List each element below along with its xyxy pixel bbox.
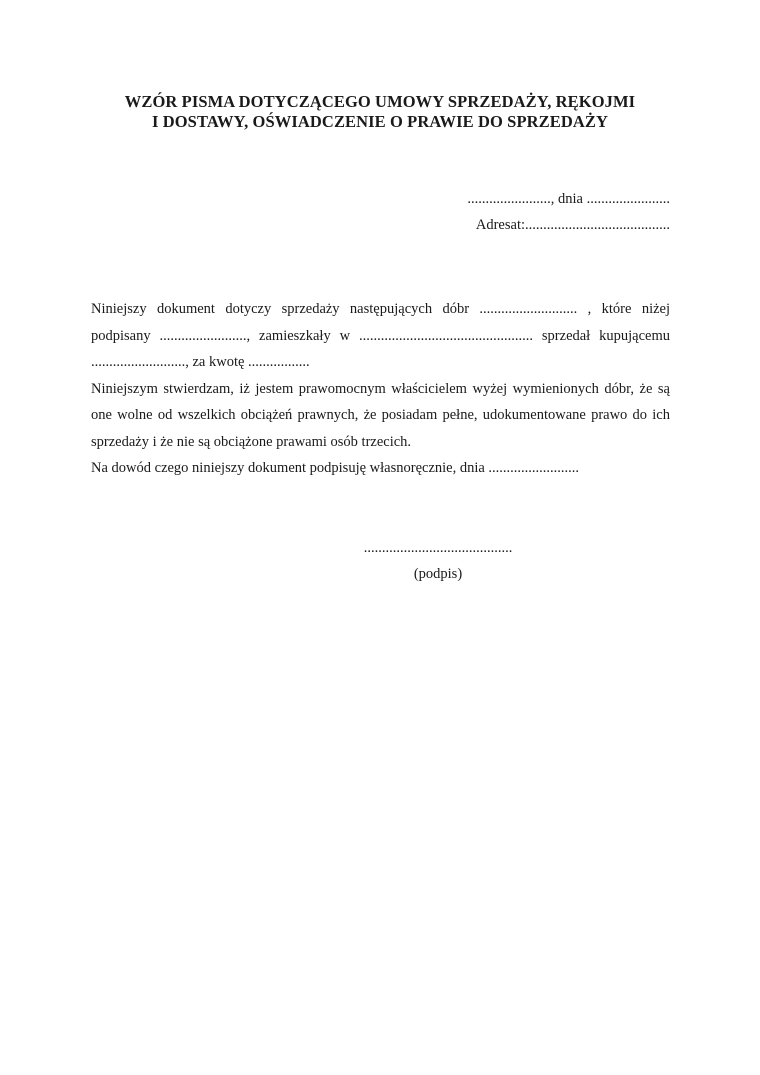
place-date-line: ......................., dnia .......................	[467, 191, 670, 207]
paragraph-signing-date: Na dowód czego niniejszy dokument podpisuję własnoręcznie, dnia .........................	[91, 460, 580, 476]
paragraph-ownership-statement: Niniejszym stwierdzam, iż jestem prawomocnym właścicielem wyżej wymienionych dóbr, że są one wolne od wszelkich obciążeń prawnych, że posiadam pełne, udokumentowane prawo do ich sprzedaży i że nie są obciążone prawami osób trzecich.	[91, 380, 670, 450]
paragraph-goods-sale: Niniejszy dokument dotyczy sprzedaży następujących dóbr ........................... , które niżej podpisany ........................, zamieszkały w ................................................ sprzedał kupującemu .........................., za kwotę .................	[91, 301, 670, 370]
signature-block	[340, 535, 536, 587]
signature-line: .........................................	[363, 540, 513, 556]
header-right-block	[467, 186, 670, 238]
document-title	[60, 92, 700, 132]
addressee-line: Adresat:........................................	[475, 217, 670, 233]
title-line-1: WZÓR PISMA DOTYCZĄCEGO UMOWY SPRZEDAŻY, RĘKOJMI	[124, 92, 636, 111]
letter-body	[91, 296, 670, 482]
signature-label: (podpis)	[413, 566, 463, 582]
title-line-2: I DOSTAWY, OŚWIADCZENIE O PRAWIE DO SPRZEDAŻY	[151, 112, 609, 131]
